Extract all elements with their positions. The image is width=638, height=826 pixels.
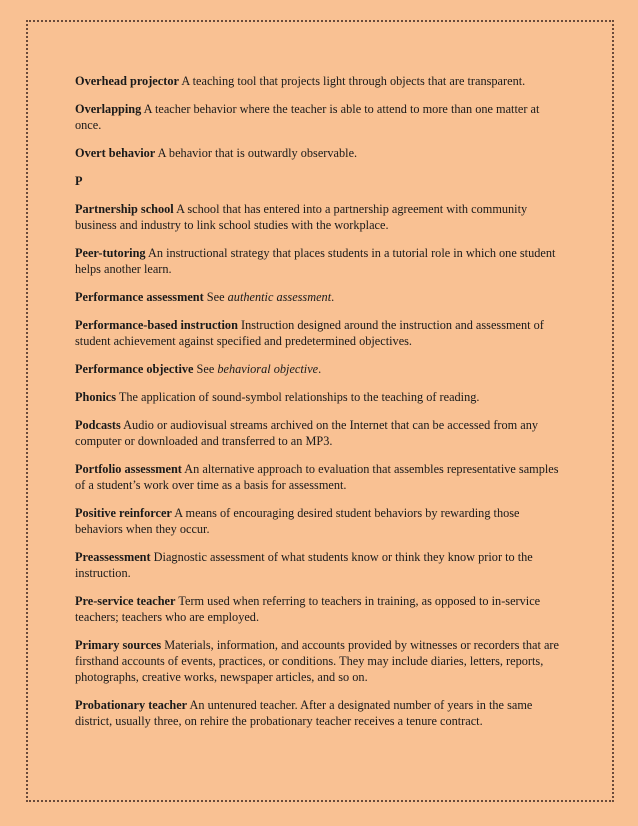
glossary-content [75, 73, 563, 741]
glossary-term: Overt behavior [75, 146, 156, 160]
glossary-entry [75, 201, 563, 233]
glossary-definition: A means of encouraging desired student behaviors by rewarding those behaviors when they occur. [75, 506, 520, 536]
glossary-entry [75, 461, 563, 493]
glossary-term: Partnership school [75, 202, 174, 216]
glossary-definition: A school that has entered into a partnership agreement with community business and industry to link school studies with the workplace. [75, 202, 528, 232]
glossary-definition: See [193, 362, 218, 376]
glossary-term: Preassessment [75, 550, 151, 564]
glossary-entry [75, 697, 563, 729]
glossary-entry [75, 245, 563, 277]
glossary-term: Overlapping [75, 102, 142, 116]
glossary-definition: Term used when referring to teachers in training, as opposed to in-service teachers; teachers who are employed. [75, 594, 541, 624]
glossary-definition: See [203, 290, 228, 304]
glossary-entry [75, 549, 563, 581]
glossary-definition: The application of sound-symbol relationships to the teaching of reading. [116, 390, 480, 404]
glossary-definition: Materials, information, and accounts provided by witnesses or recorders that are firsthand accounts of events, practices, or conditions. They may include diaries, letters, reports, photographs, creative works, newspaper articles, and so on. [75, 638, 559, 684]
glossary-entry [75, 361, 563, 377]
glossary-entry [75, 73, 563, 89]
section-letter-heading: P [75, 174, 83, 188]
glossary-definition: Instruction designed around the instruction and assessment of student achievement against specified and predetermined objectives. [75, 318, 544, 348]
glossary-entry [75, 317, 563, 349]
glossary-term: Podcasts [75, 418, 121, 432]
glossary-entry [75, 145, 563, 161]
glossary-term: Overhead projector [75, 74, 179, 88]
glossary-term: Pre-service teacher [75, 594, 176, 608]
glossary-term: Phonics [75, 390, 116, 404]
glossary-entry [75, 417, 563, 449]
glossary-definition: An alternative approach to evaluation that assembles representative samples of a student’s work over time as a basis for assessment. [75, 462, 559, 492]
glossary-entry [75, 389, 563, 405]
glossary-term: Positive reinforcer [75, 506, 172, 520]
glossary-entry [75, 505, 563, 537]
glossary-definition: An untenured teacher. After a designated number of years in the same district, usually three, on rehire the probationary teacher receives a tenure contract. [75, 698, 533, 728]
cross-reference: behavioral objective [217, 362, 319, 376]
punctuation: . [318, 362, 322, 376]
glossary-term: Probationary teacher [75, 698, 188, 712]
glossary-term: Performance objective [75, 362, 194, 376]
glossary-term: Peer-tutoring [75, 246, 146, 260]
glossary-term: Performance assessment [75, 290, 204, 304]
glossary-term: Primary sources [75, 638, 162, 652]
glossary-entry [75, 101, 563, 133]
punctuation: . [331, 290, 335, 304]
glossary-definition: A teaching tool that projects light through objects that are transparent. [178, 74, 526, 88]
glossary-entry [75, 637, 563, 685]
glossary-definition: A teacher behavior where the teacher is able to attend to more than one matter at once. [75, 102, 540, 132]
cross-reference: authentic assessment [227, 290, 332, 304]
glossary-term: Portfolio assessment [75, 462, 182, 476]
glossary-entry [75, 593, 563, 625]
glossary-definition: An instructional strategy that places students in a tutorial role in which one student helps another learn. [75, 246, 556, 276]
glossary-entry [75, 289, 563, 305]
glossary-definition: A behavior that is outwardly observable. [155, 146, 358, 160]
glossary-definition: Diagnostic assessment of what students know or think they know prior to the instruction. [75, 550, 533, 580]
glossary-term: Performance-based instruction [75, 318, 238, 332]
glossary-definition: Audio or audiovisual streams archived on the Internet that can be accessed from any computer or downloaded and transferred to an MP3. [75, 418, 539, 448]
